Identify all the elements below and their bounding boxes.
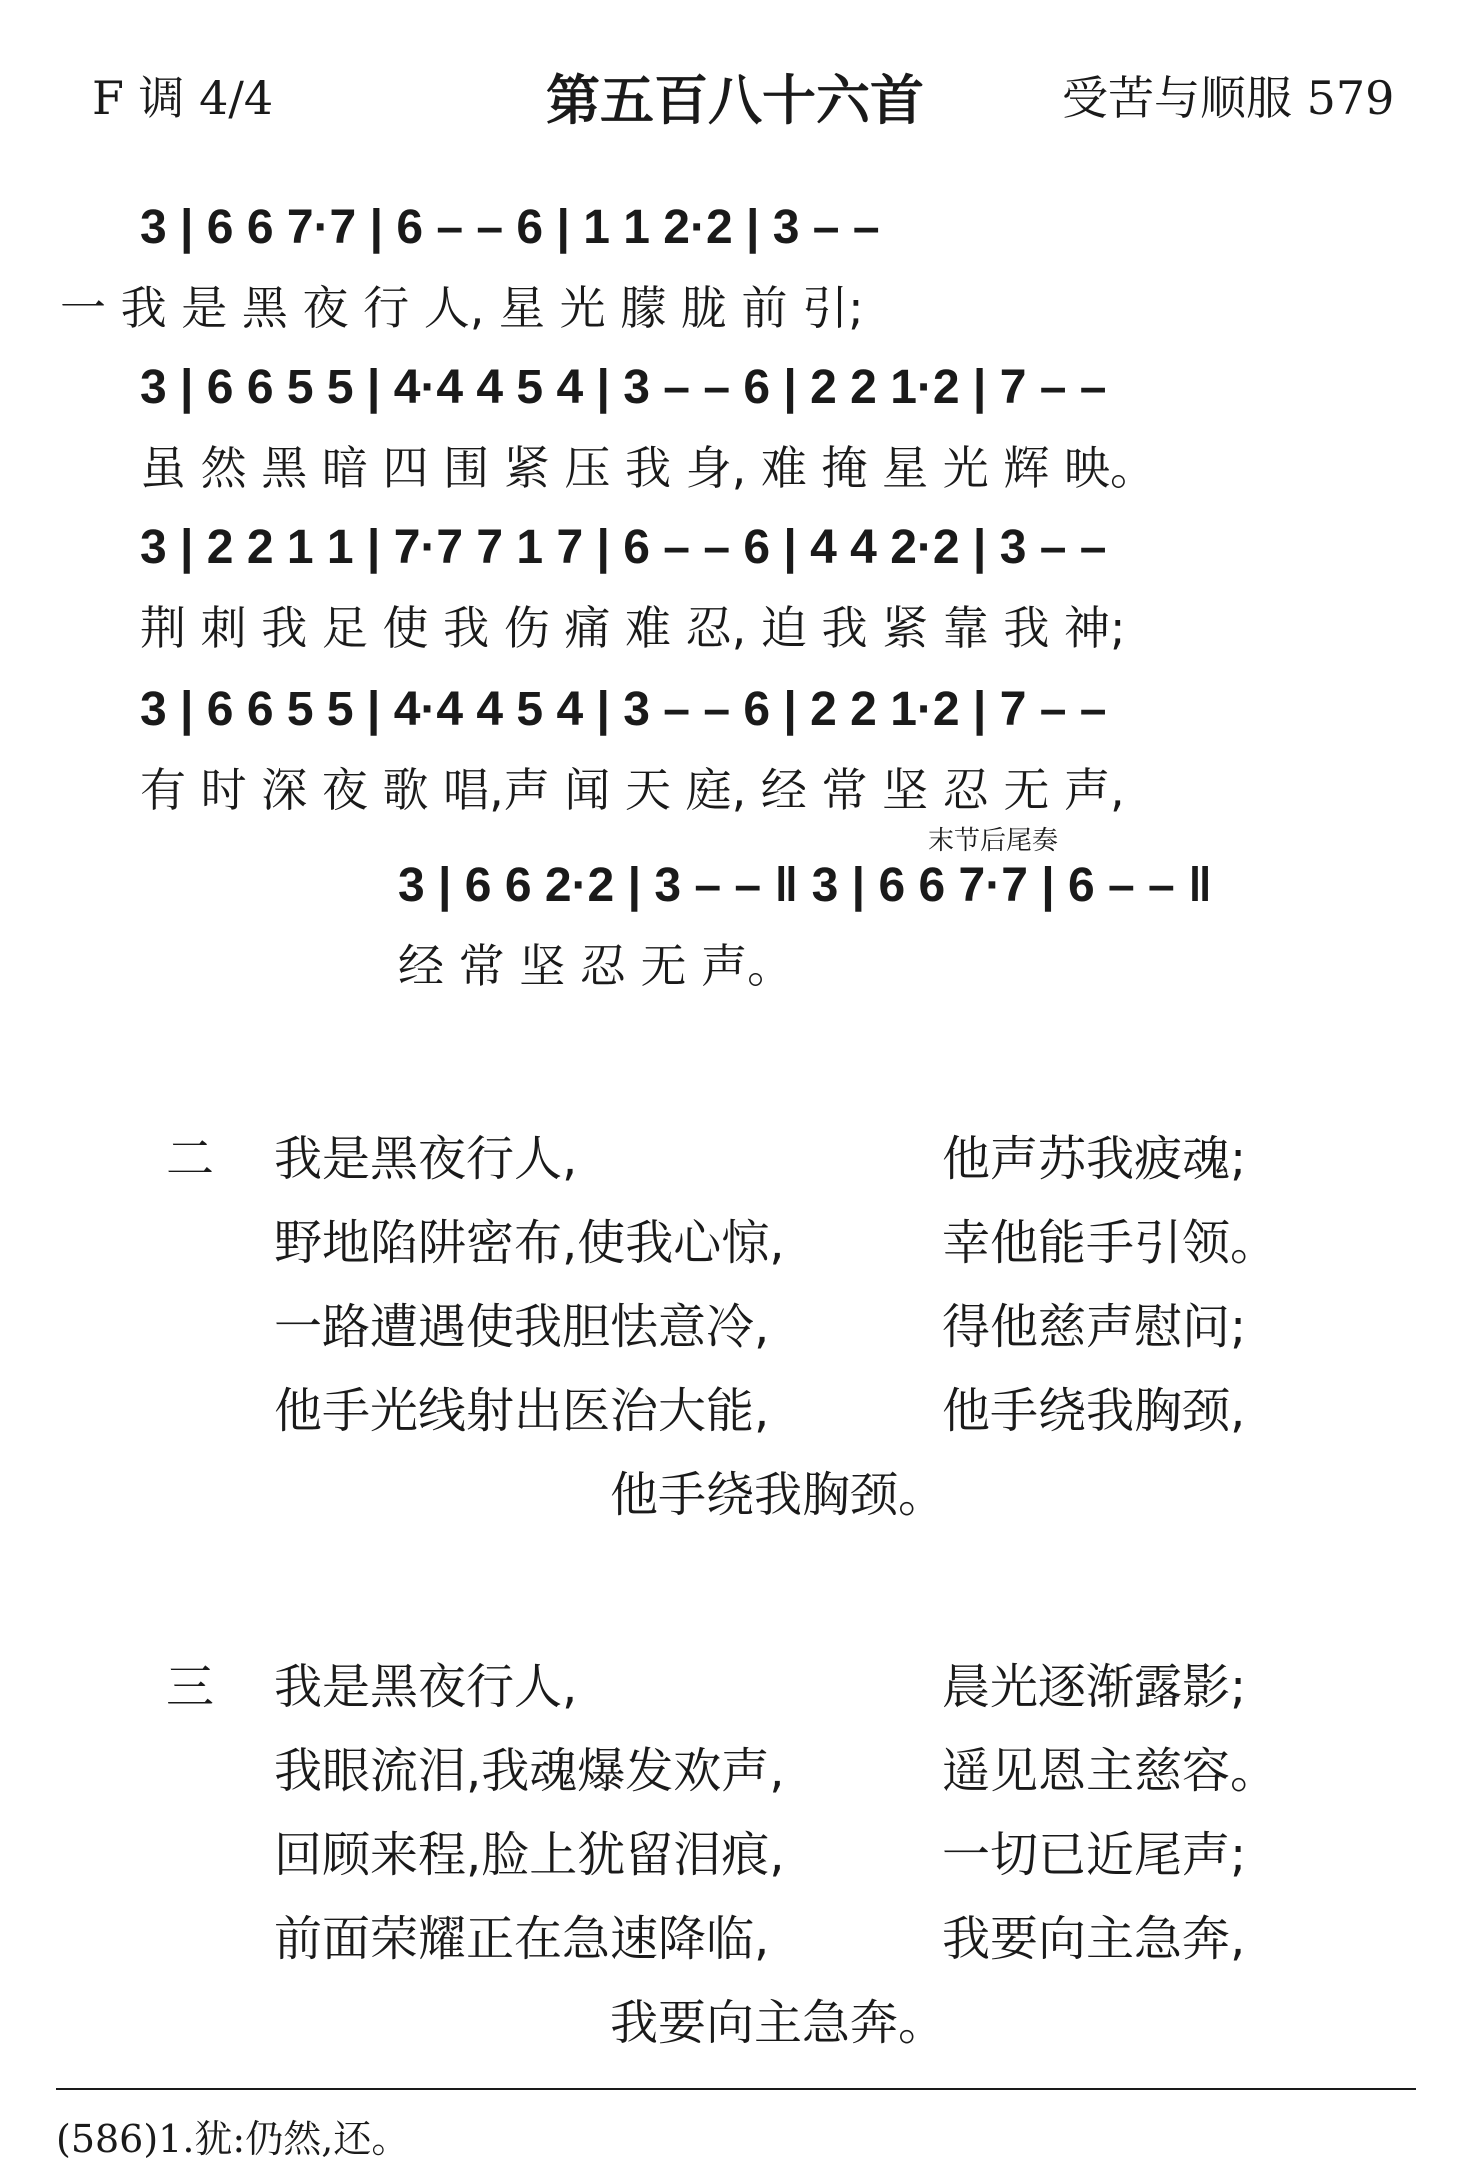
verse-line-right: 晨光逐渐露影;	[942, 1659, 1247, 1715]
notation-row-4	[0, 682, 1470, 746]
verse-line-right: 得他慈声慰问;	[942, 1299, 1247, 1355]
verse-line-right: 一切已近尾声;	[942, 1827, 1247, 1883]
verse-refrain: 我要向主急奔。	[610, 1995, 947, 2051]
lyric-text: 经 常 坚 忍 无 声。	[398, 939, 794, 993]
verse-line-left: 一路遭遇使我胆怯意冷,	[274, 1299, 770, 1355]
lyric-row-2	[0, 432, 1470, 495]
lyric-text: 一 我 是 黑 夜 行 人, 星 光 朦 胧 前 引;	[60, 281, 864, 335]
verse-line-left: 我是黑夜行人,	[274, 1659, 578, 1715]
verse-number: 二	[166, 1131, 215, 1187]
notation-text: 3 | 6 6 5 5 | 4·4 4 5 4 | 3 – – 6 | 2 2 1·2 | 7 – –	[140, 683, 1107, 736]
notation-row-2	[0, 360, 1470, 424]
hymn-title: 第五百八十六首	[546, 69, 924, 132]
verse-line-left: 回顾来程,脸上犹留泪痕,	[274, 1827, 785, 1883]
notation-text: 3 | 6 6 2·2 | 3 – – ‖ 3 | 6 6 7·7 | 6 – – ‖	[398, 859, 1212, 912]
hymn-category: 受苦与顺服 579	[1062, 71, 1395, 125]
verse-line-left: 他手光线射出医治大能,	[274, 1383, 770, 1439]
lyric-row-1	[0, 272, 1470, 335]
notation-text: 3 | 2 2 1 1 | 7·7 7 1 7 | 6 – – 6 | 4 4 2·2 | 3 – –	[140, 521, 1107, 574]
lyric-row-4	[0, 754, 1470, 817]
notation-text: 3 | 6 6 7·7 | 6 – – 6 | 1 1 2·2 | 3 – –	[140, 201, 880, 254]
lyric-text: 虽 然 黑 暗 四 围 紧 压 我 身, 难 掩 星 光 辉 映。	[140, 441, 1156, 495]
key-signature: F 调 4/4	[92, 71, 274, 125]
verse-number: 三	[166, 1659, 215, 1715]
footnote-divider	[56, 2088, 1416, 2090]
notation-row-5	[0, 858, 1470, 922]
lyric-row-5	[0, 930, 1470, 993]
lyric-text: 有 时 深 夜 歌 唱,声 闻 天 庭, 经 常 坚 忍 无 声,	[140, 763, 1125, 817]
coda-label: 末节后尾奏	[928, 826, 1059, 856]
verse-line-left: 我是黑夜行人,	[274, 1131, 578, 1187]
verse-line-right: 幸他能手引领。	[942, 1215, 1279, 1271]
notation-row-1	[0, 200, 1470, 264]
verse-line-right: 我要向主急奔,	[942, 1911, 1246, 1967]
notation-row-3	[0, 520, 1470, 584]
verse-line-left: 前面荣耀正在急速降临,	[274, 1911, 770, 1967]
verse-line-left: 我眼流泪,我魂爆发欢声,	[274, 1743, 785, 1799]
verse-line-right: 他声苏我疲魂;	[942, 1131, 1247, 1187]
verse-refrain: 他手绕我胸颈。	[610, 1467, 947, 1523]
lyric-row-3	[0, 592, 1470, 655]
verse-line-right: 遥见恩主慈容。	[942, 1743, 1279, 1799]
lyric-text: 荆 刺 我 足 使 我 伤 痛 难 忍, 迫 我 紧 靠 我 神;	[140, 601, 1126, 655]
footnote: (586)1.犹:仍然,还。	[56, 2117, 410, 2161]
verse-line-left: 野地陷阱密布,使我心惊,	[274, 1215, 785, 1271]
verse-line-right: 他手绕我胸颈,	[942, 1383, 1246, 1439]
notation-text: 3 | 6 6 5 5 | 4·4 4 5 4 | 3 – – 6 | 2 2 1·2 | 7 – –	[140, 361, 1107, 414]
